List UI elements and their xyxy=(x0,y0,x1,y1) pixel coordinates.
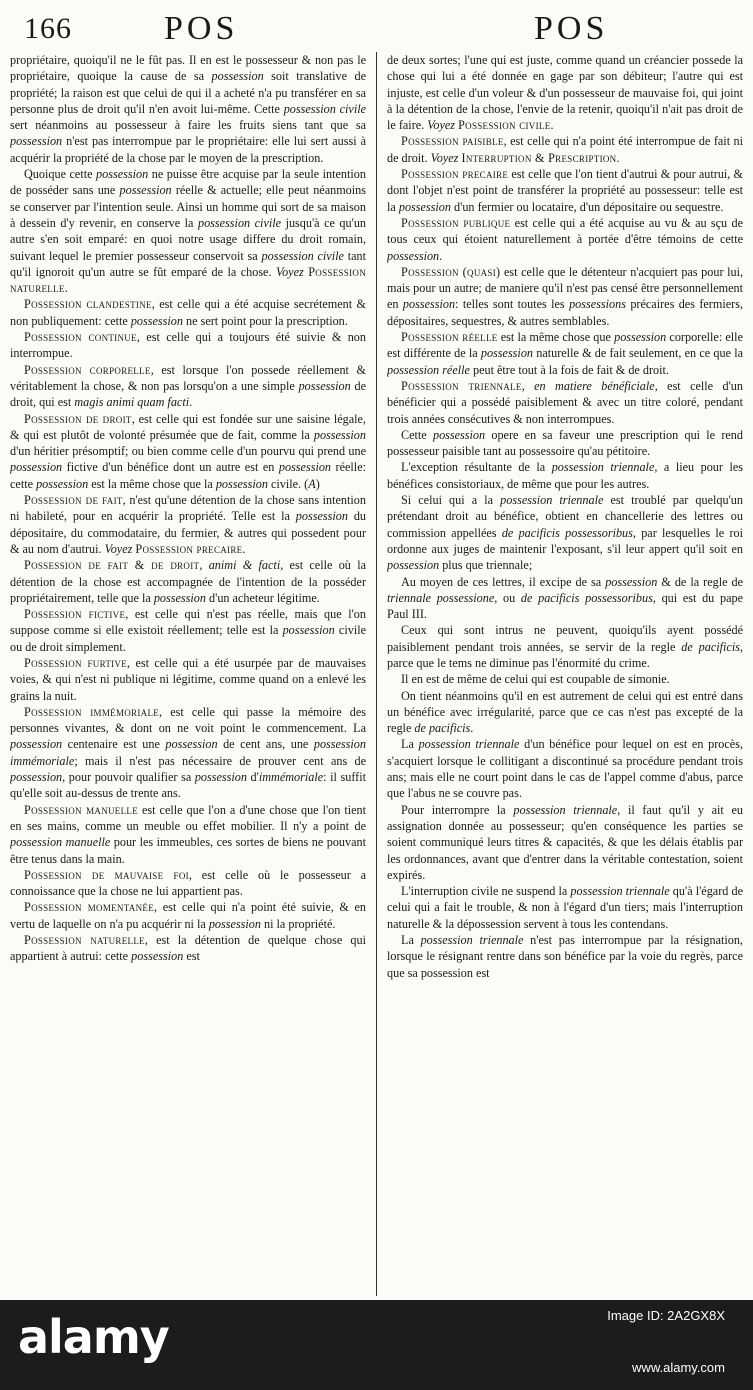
watermark-bar xyxy=(0,1300,753,1390)
paragraph-text: réelle & actuelle; elle peut néanmoins se conserver par l'intention seule. Ainsi un homme qui sort de sa maison à dessein d'y revenir, en conserve la xyxy=(10,183,366,230)
paragraph-text: , est la détention de quelque chose qui appartient à autrui: cette xyxy=(10,933,366,964)
paragraph-text: , xyxy=(521,378,535,393)
entry-heading: Possession continue xyxy=(24,330,137,345)
italic-term: immémoriale xyxy=(258,770,324,785)
entry-heading: Possession fictive xyxy=(24,607,126,622)
article-paragraph xyxy=(387,736,743,801)
paragraph-text: d'un héritier présomptif; ou bien comme celle d'un pourvu qui prend une xyxy=(10,444,366,459)
article-paragraph xyxy=(10,411,366,492)
italic-term: possession triennale xyxy=(513,802,618,817)
article-paragraph xyxy=(387,215,743,264)
italic-term: possession xyxy=(10,134,63,149)
entry-heading: Possession civile xyxy=(458,118,551,133)
italic-term: possession xyxy=(278,460,332,475)
paragraph-text: ne sert point pour la prescription. xyxy=(182,313,348,328)
paragraph-text: est celle qui a été acquise au vu & au sçu de tous ceux qui étoient naturellement à portée d'être témoins de cette xyxy=(387,215,743,247)
paragraph-text: La xyxy=(401,737,419,752)
entry-heading: Possession naturelle xyxy=(24,933,145,948)
article-paragraph xyxy=(387,574,743,623)
paragraph-text: corporelle: elle est différente de la xyxy=(387,330,743,361)
italic-term: possession civile xyxy=(261,248,344,263)
italic-term: possession xyxy=(165,737,218,752)
italic-term: possession xyxy=(402,297,456,312)
italic-term: possession triennale xyxy=(420,933,524,948)
paragraph-text: d'un fermier ou locataire, d'un dépositaire ou sequestre. xyxy=(451,199,724,214)
italic-term: de pacificis possessoribus xyxy=(520,590,653,605)
italic-term: triennale possessione xyxy=(387,590,495,605)
italic-term: possession xyxy=(605,574,658,589)
article-paragraph xyxy=(10,802,366,867)
paragraph-text: centenaire est une xyxy=(62,737,166,752)
paragraph-text: qu'à l'égard de celui qui a fait le trouble, & non à l'égard d'un tiers; mais l'interruption naturelle & la dépossession servent à tous les contendans. xyxy=(387,884,743,931)
article-paragraph xyxy=(387,166,743,215)
italic-term: possession xyxy=(36,476,89,491)
article-paragraph xyxy=(10,166,366,296)
paragraph-text: , est celle où la détention de la chose est accompagnée de l'intention de la posséder propriétairement, telle que la xyxy=(10,558,366,605)
entry-heading: Possession (quasi) xyxy=(401,264,501,279)
italic-term: possession xyxy=(295,509,348,524)
paragraph-text: . xyxy=(64,281,68,296)
italic-term: de pacificis possessoribus xyxy=(501,525,633,540)
paragraph-text: Il en est de même de celui qui est coupable de simonie. xyxy=(401,672,670,687)
paragraph-text: d'un bénéfice pour lequel on est en procès, s'acquiert lorsque le collitigant a discontinué sa procédure pendant trois ans; mais elle ne court point dans le cas de l'appel comme d'abus, parce que l'abus ne se couvre pas. xyxy=(387,737,743,801)
paragraph-text: , est celle d'un bénéficier qui a possédé paisiblement & avec un titre coloré, pendant trois années consécutives & non interrompues. xyxy=(387,378,743,426)
paragraph-text: , il faut qu'il y ait eu assignation donnée au possesseur; qu'en conséquence les parties se soient communiqué leurs titres & capacités, & que les délais établis par les ordonnances, avant que d'entrer dans la véritable contestation, soient expirés. xyxy=(387,802,743,882)
paragraph-text: Si celui qui a la xyxy=(401,493,501,508)
page-number: 166 xyxy=(24,12,72,45)
article-paragraph xyxy=(387,932,743,981)
article-paragraph xyxy=(387,622,743,671)
entry-heading: Possession immémoriale xyxy=(24,704,160,719)
paragraph-text: ; mais il n'est pas nécessaire de prouver cent ans de xyxy=(74,753,366,768)
entry-heading: Possession manuelle xyxy=(24,802,138,817)
paragraph-text: La xyxy=(401,933,421,948)
italic-term: de pacificis xyxy=(681,639,740,654)
paragraph-text: , par lesquelles le roi ordonne aux juges de maintenir l'exposant, s'il leur appert qu'il soit en xyxy=(387,525,743,556)
paragraph-text: , est celle qui n'a point été suivie, & en vertu de laquelle on n'a pu acquérir ni la xyxy=(10,900,366,931)
paragraph-text: de deux sortes; l'une qui est juste, comme quand un créancier possede la chose qui lui a été donnée en gage par son débiteur; l'autre qui est injuste, est celle d'un voleur & d'un possesseur de mauvaise foi, qui joint à la détention de la chose, l'envie de la retenir, quoiqu'il n'ait pas droit de le faire. xyxy=(387,53,743,133)
article-paragraph xyxy=(10,329,366,362)
paragraph-text: , ou xyxy=(494,590,521,605)
paragraph-text: sert néanmoins au possesseur à faire les fruits siens tant que sa xyxy=(10,118,366,133)
paragraph-text: , n'est qu'une détention de la chose sans intention ni habileté, pour en acquérir la propriété. Telle est la xyxy=(10,493,366,524)
entry-heading: Possession de fait & de droit xyxy=(24,558,200,573)
paragraph-text: civile ou de droit simplement. xyxy=(10,623,366,654)
paragraph-text: de droit, qui est xyxy=(10,378,366,410)
entry-heading: Possession naturelle xyxy=(10,264,366,296)
italic-term: possession xyxy=(194,770,247,785)
paragraph-text: naturelle & de fait seulement, en ce que la xyxy=(533,346,743,361)
article-paragraph xyxy=(387,427,743,460)
paragraph-text: est celle que l'on a d'une chose que l'on tient en ses mains, comme un meuble ou effet mobilier. Il n'y a point de xyxy=(10,802,366,833)
left-column xyxy=(10,52,366,1296)
italic-term: possession civile xyxy=(283,101,366,116)
italic-term: possession xyxy=(211,69,264,84)
paragraph-text: , xyxy=(199,558,209,573)
paragraph-text: . xyxy=(550,118,554,133)
italic-term: possession xyxy=(298,378,351,393)
paragraph-text: propriétaire, quoiqu'il ne le fût pas. Il en est le possesseur & non pas le propriétaire, quoique la cause de sa xyxy=(10,53,366,84)
italic-term: possession xyxy=(119,183,172,198)
article-paragraph xyxy=(10,899,366,932)
italic-term: possession xyxy=(387,558,440,573)
article-paragraph xyxy=(387,264,743,329)
italic-term: possession xyxy=(10,737,63,752)
article-paragraph xyxy=(10,52,366,166)
article-paragraph xyxy=(387,329,743,378)
paragraph-text: , est celle qui n'a point été interrompue de fait ni de droit. xyxy=(387,134,743,165)
italic-term: en matiere bénéficiale xyxy=(534,378,655,393)
italic-term: A xyxy=(308,476,316,491)
italic-term: possession xyxy=(614,330,667,345)
paragraph-text: n'est pas interrompue par la résignation, lorsque le résignant rentre dans son bénéfice par la voie du regrès, parce que sa possession est xyxy=(387,933,743,980)
paragraph-text: est xyxy=(183,949,200,964)
paragraph-text: L'exception résultante de la xyxy=(401,460,552,475)
article-paragraph xyxy=(10,492,366,557)
paragraph-text: Au moyen de ces lettres, il excipe de sa xyxy=(401,574,606,589)
italic-term: possession xyxy=(131,949,184,964)
article-paragraph xyxy=(387,378,743,427)
italic-term: possession réelle xyxy=(387,362,470,377)
entry-heading: Possession triennale xyxy=(401,378,522,393)
entry-heading: Possession de fait xyxy=(24,493,123,508)
italic-term: possession triennale xyxy=(570,884,670,899)
italic-term: possession xyxy=(10,460,63,475)
entry-heading: Possession precaire xyxy=(401,167,509,182)
article-paragraph xyxy=(10,606,366,655)
italic-term: possession civile xyxy=(197,215,282,230)
italic-term: possession xyxy=(215,476,268,491)
paragraph-text: , est celle qui a été usurpée par de mauvaises voies, & qui n'est ni publique ni légitime, comme quand on a enlevé les grains la nuit. xyxy=(10,655,366,703)
article-paragraph xyxy=(10,655,366,704)
italic-term: possession xyxy=(208,916,261,931)
paragraph-text: L'interruption civile ne suspend la xyxy=(401,884,571,899)
entry-heading: Possession de mauvaise foi xyxy=(24,867,189,882)
paragraph-text: , a lieu pour les bénéfices consistoriaux, de même que pour les autres. xyxy=(387,460,743,491)
italic-term: de pacificis xyxy=(414,721,471,736)
page-header xyxy=(14,10,739,50)
paragraph-text: Pour interrompre la xyxy=(401,802,514,817)
entry-heading: Possession réelle xyxy=(401,330,498,345)
italic-term: Voyez xyxy=(275,264,304,279)
italic-term: possession triennale xyxy=(418,737,520,752)
paragraph-text: d'un acheteur légitime. xyxy=(205,590,320,605)
paragraph-text: précaires des fermiers, dépositaires, sequestres, & autres semblables. xyxy=(387,297,743,328)
paragraph-text: , pour pouvoir qualifier sa xyxy=(62,770,195,785)
italic-term: possession manuelle xyxy=(10,835,111,850)
italic-term: Voyez xyxy=(427,118,456,133)
paragraph-text: . xyxy=(616,150,620,165)
paragraph-text: & de la regle de xyxy=(657,574,743,589)
italic-term: possession xyxy=(387,248,440,263)
italic-term: Voyez xyxy=(104,541,133,556)
paragraph-text: , qui est du pape Paul III. xyxy=(387,590,743,622)
text-columns xyxy=(10,52,743,1296)
paragraph-text: , est celle qui n'est pas réelle, mais que l'on suppose comme si elle existoit réellement; telle est la xyxy=(10,607,366,638)
entry-heading: Interruption & Prescription xyxy=(461,150,617,165)
paragraph-text: du dépositaire, du commodataire, du fermier, & autres qui possedent pour & au nom d'autrui. xyxy=(10,509,366,556)
paragraph-text: est celle que l'on tient d'autrui & pour autrui, & dont l'objet n'est point de transférer la propriété au possesseur: telle est la xyxy=(387,167,743,214)
entry-heading: Possession de droit xyxy=(24,411,132,426)
italic-term: possession triennale xyxy=(551,460,655,475)
running-head-right: POS xyxy=(534,10,609,47)
article-paragraph xyxy=(387,671,743,687)
article-paragraph xyxy=(387,459,743,492)
entry-heading: Possession clandestine xyxy=(24,297,152,312)
paragraph-text: tant qu'il ignoroit qu'un autre se fût emparé de la chose. xyxy=(10,248,366,279)
paragraph-text: pour les immeubles, ces sortes de biens ne pouvant être tenus dans la main. xyxy=(10,835,366,866)
paragraph-text: Cette xyxy=(401,427,433,442)
running-head-left: POS xyxy=(164,10,239,47)
italic-term: possession triennale xyxy=(500,493,604,508)
article-paragraph xyxy=(387,492,743,573)
paragraph-text: fictive d'un bénéfice dont un autre est en xyxy=(62,460,279,475)
italic-term: Voyez xyxy=(430,150,459,165)
article-paragraph xyxy=(387,802,743,883)
article-paragraph xyxy=(10,932,366,965)
article-paragraph xyxy=(10,362,366,411)
paragraph-text: civile. ( xyxy=(267,476,309,491)
italic-term: possession xyxy=(130,313,183,328)
article-paragraph xyxy=(10,704,366,802)
alamy-logo: alamy xyxy=(18,1310,169,1364)
paragraph-text: , est lorsque l'on possede réellement & véritablement la chose, & non pas lorsqu'on a une simple xyxy=(10,362,366,393)
paragraph-text: est la même chose que la xyxy=(88,476,216,491)
paragraph-text: ni la propriété. xyxy=(260,916,336,931)
paragraph-text: opere en sa faveur une prescription qui le rend possesseur paisible tant au possessoire qu'au pétitoire. xyxy=(387,427,743,459)
paragraph-text: ne puisse être acquise par la seule intention de posséder sans une xyxy=(10,167,366,198)
right-column xyxy=(387,52,743,1296)
paragraph-text: réelle: cette xyxy=(10,460,366,491)
column-divider xyxy=(376,52,377,1296)
paragraph-text: . xyxy=(189,395,193,410)
paragraph-text: . xyxy=(242,541,246,556)
entry-heading: Possession momentanée xyxy=(24,900,155,915)
italic-term: possession xyxy=(432,427,486,442)
entry-heading: Possession corporelle xyxy=(24,362,151,377)
watermark-url: www.alamy.com xyxy=(632,1360,725,1375)
paragraph-text: peut être tout à la fois de fait & de droit. xyxy=(469,362,669,377)
paragraph-text: . xyxy=(470,721,474,736)
paragraph-text: plus que triennale; xyxy=(439,558,533,573)
article-paragraph xyxy=(10,867,366,900)
paragraph-text: : telles sont toutes les xyxy=(455,297,570,312)
italic-term: possessions xyxy=(569,297,626,312)
article-paragraph xyxy=(10,296,366,329)
entry-heading: Possession furtive xyxy=(24,655,128,670)
paragraph-text: n'est pas interrompue par le propriétaire: elle lui sert aussi à acquérir la propriété de la chose par le moyen de la prescription. xyxy=(10,134,366,165)
paragraph-text: . xyxy=(439,248,443,263)
italic-term: possession xyxy=(282,623,335,638)
paragraph-text: , est celle qui est fondée sur une saisine légale, & qui est plutôt de volonté présumée que de fait, comme la xyxy=(10,411,366,442)
article-paragraph xyxy=(10,557,366,606)
italic-term: possession xyxy=(153,590,206,605)
paragraph-text: , est celle qui a été acquise secrétement & non publiquement: cette xyxy=(10,297,366,328)
paragraph-text: ) xyxy=(315,476,320,491)
paragraph-text: est la même chose que xyxy=(497,330,615,345)
italic-term: possession xyxy=(480,346,534,361)
paragraph-text: , parce que le tems ne diminue pas l'énormité du crime. xyxy=(387,639,743,670)
paragraph-text: Ceux qui sont intrus ne peuvent, quoiqu'ils ayent possédé paisiblement pendant trois années, se servir de la regle xyxy=(387,623,743,654)
paragraph-text: , est celle qui passe la mémoire des personnes vivantes, & dont on ne voit point le commencement. La xyxy=(10,704,366,736)
paragraph-text: , est celle qui a toujours été suivie & non interrompue. xyxy=(10,330,366,361)
paragraph-text: : il suffit qu'elle soit au-dessus de trente ans. xyxy=(10,770,366,801)
italic-term: possession xyxy=(398,199,451,214)
article-paragraph xyxy=(387,52,743,133)
entry-heading: Possession paisible xyxy=(401,134,504,149)
article-paragraph xyxy=(387,688,743,737)
italic-term: possession xyxy=(313,427,366,442)
paragraph-text: est celle que le détenteur n'acquiert pas pour lui, mais pour un autre; de maniere qu'il n'est pas censé être personnellement en xyxy=(387,264,743,312)
paragraph-text: On tient néanmoins qu'il en est autrement de celui qui est entré dans un bénéfice avec irrégularité, parce que ce cas n'est pas excepté de la regle xyxy=(387,688,743,736)
article-paragraph xyxy=(387,883,743,932)
paragraph-text: est troublé par quelqu'un prétendant droit au bénéfice, obtient en chancellerie des lettres ou commission appellées xyxy=(387,493,743,540)
entry-heading: Possession publique xyxy=(401,215,511,230)
paragraph-text: soit translative de propriété; la raison est que celui de qui il a acheté n'a pu transférer en sa personne plus de droit qu'il n'en avoit lui-même. Cette xyxy=(10,69,366,116)
entry-heading: Possession precaire xyxy=(135,541,243,556)
italic-term: possession xyxy=(96,167,149,182)
italic-term: magis animi quam facti xyxy=(74,395,190,410)
italic-term: possession immémoriale xyxy=(10,737,366,768)
italic-term: possession xyxy=(10,770,63,785)
paragraph-text: jusqu'à ce qu'un autre s'en soit emparé: en quoi notre usage differe du droit romain, suivant lequel le premier possesseur conservoit sa xyxy=(10,215,366,263)
paragraph-text: Quoique cette xyxy=(24,167,97,182)
article-paragraph xyxy=(387,133,743,166)
paragraph-text: de cent ans, une xyxy=(217,737,314,752)
italic-term: animi & facti xyxy=(208,558,281,573)
paragraph-text: , est celle où le possesseur a connoissance que la chose ne lui appartient pas. xyxy=(10,867,366,899)
image-id-text: Image ID: 2A2GX8X xyxy=(607,1308,725,1323)
paragraph-text: d' xyxy=(246,770,259,785)
